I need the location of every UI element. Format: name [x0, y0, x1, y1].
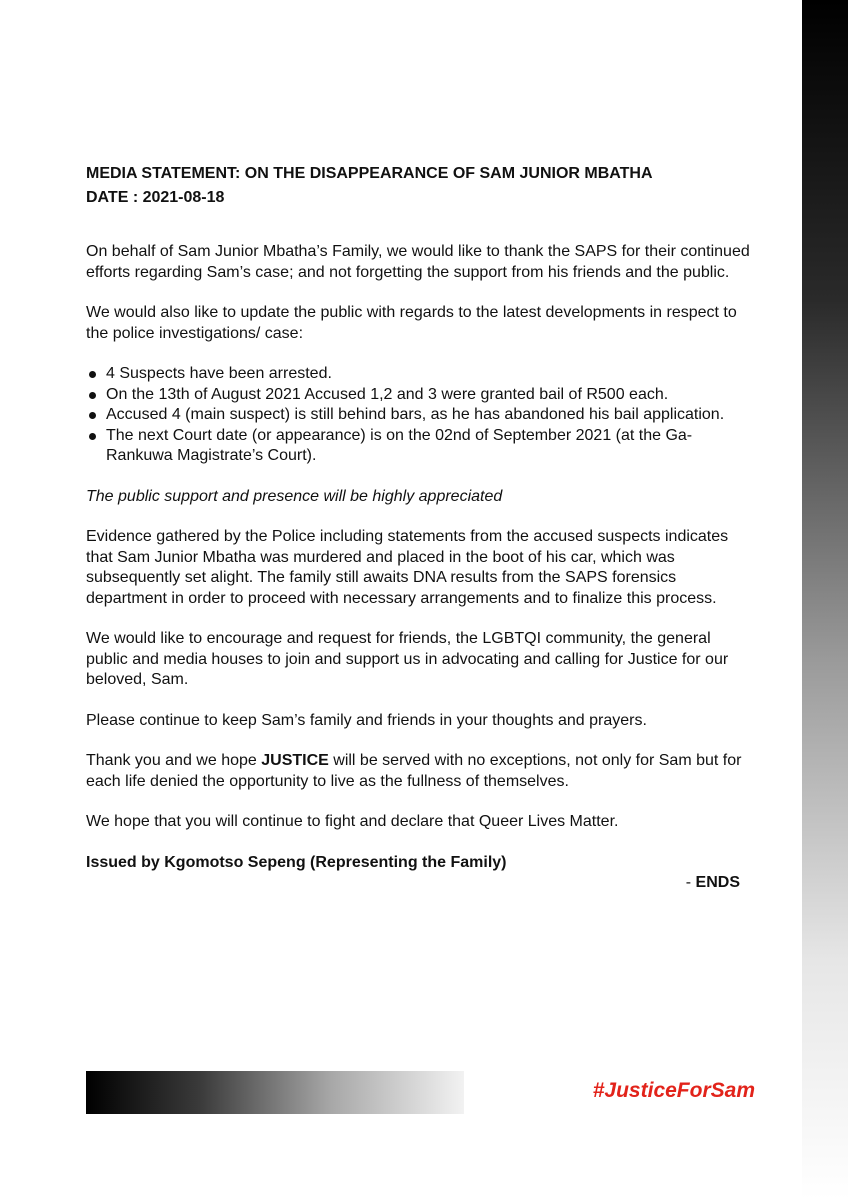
statement-title: MEDIA STATEMENT: ON THE DISAPPEARANCE OF SAM JUNIOR MBATHA [86, 165, 653, 182]
media-statement [86, 162, 756, 894]
bullet-dot-icon [89, 371, 96, 378]
paragraph-queer-lives: We hope that you will continue to fight and declare that Queer Lives Matter. [86, 813, 619, 830]
list-item-text: On the 13th of August 2021 Accused 1,2 and 3 were granted bail of R500 each. [106, 385, 669, 403]
ends-line [86, 873, 756, 894]
ends-prefix: - [685, 874, 696, 891]
list-item [86, 364, 756, 385]
list-item-text: 4 Suspects have been arrested. [106, 365, 332, 382]
footer-gradient-bar [86, 1071, 464, 1114]
paragraph-justice-start: Thank you and we hope [86, 752, 262, 769]
issued-by: Issued by Kgomotso Sepeng (Representing the Family) [86, 853, 507, 871]
list-item [86, 385, 756, 406]
italic-note: The public support and presence will be highly appreciated [86, 487, 503, 505]
justice-emphasis: JUSTICE [261, 752, 329, 769]
list-item-text: The next Court date (or appearance) is on the 02nd of September 2021 (at the Ga-Rankuwa Magistrate’s Court). [106, 426, 693, 464]
list-item-text: Accused 4 (main suspect) is still behind bars, as he has abandoned his bail application. [106, 406, 725, 423]
bullet-dot-icon [89, 412, 96, 419]
paragraph-justice-end: will be served with no exceptions, not only for Sam but for each life denied the opportunity to live as the fullness of themselves. [86, 752, 742, 790]
side-gradient-bar [802, 0, 848, 1200]
list-item [86, 405, 756, 426]
hashtag-justice-for-sam: #JusticeForSam [592, 1079, 755, 1102]
statement-date: DATE : 2021-08-18 [86, 189, 225, 206]
developments-list [86, 364, 756, 467]
ends-word: ENDS [695, 874, 740, 891]
paragraph-encourage: We would like to encourage and request for friends, the LGBTQI community, the general public and media houses to join and support us in advocating and calling for Justice for our beloved, Sam. [86, 630, 729, 688]
paragraph-justice [86, 751, 756, 792]
bullet-dot-icon [89, 433, 96, 440]
paragraph-prayers: Please continue to keep Sam’s family and friends in your thoughts and prayers. [86, 711, 647, 729]
paragraph-thanks: On behalf of Sam Junior Mbatha’s Family, we would like to thank the SAPS for their continued efforts regarding Sam’s case; and not forgetting the support from his friends and the public. [86, 243, 750, 281]
list-item [86, 426, 756, 467]
bullet-dot-icon [89, 392, 96, 399]
paragraph-evidence: Evidence gathered by the Police including statements from the accused suspects indicates that Sam Junior Mbatha was murdered and placed in the boot of his car, which was subsequently set alight. The family still awaits DNA results from the SAPS forensics department in order to proceed with necessary arrangements and to finalize this process. [86, 528, 729, 607]
paragraph-update: We would also like to update the public with regards to the latest developments in respect to the police investigations/ case: [86, 304, 737, 342]
